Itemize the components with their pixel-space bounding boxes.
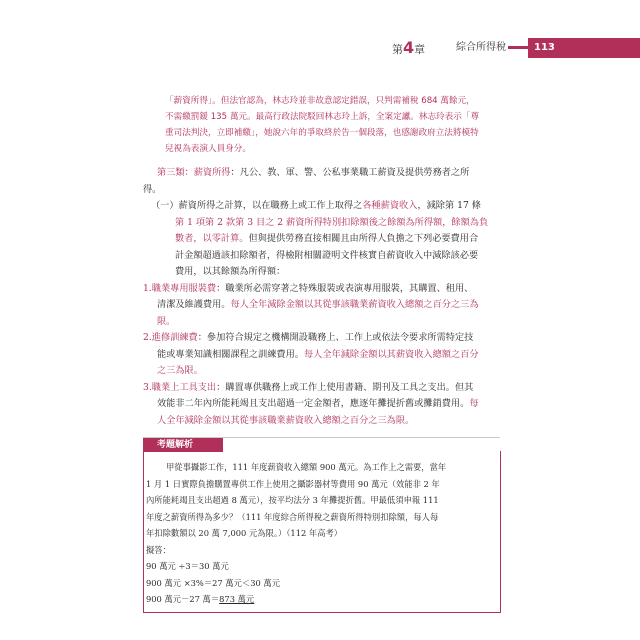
subitem-number: 3. (143, 381, 152, 393)
item1-highlight: 數者，以零計算。 (175, 233, 249, 244)
quote-line: 兒視為表演人員身分。 (165, 144, 251, 154)
quote-line: 重司法判決，立即補繳」，她說六年的爭取終於告一個段落，也感謝政府立法將模特 (165, 128, 479, 138)
item1-line: 第 1 項第 2 款第 3 目之 2 薪資所得特別扣除額後之餘額為所得額，餘額為負 (175, 216, 489, 228)
item1-line: 計金額超過該扣除額者，得檢附相關證明文件核實自薪資收入中減除該必要 (175, 249, 479, 261)
question-line: 1 月 1 日實際負擔購置專供工作上使用之攝影器材等費用 90 萬元（效能非 2 年 (146, 478, 440, 489)
subitem-text: ：參加符合規定之機構開設職務上、工作上或依法令要求所需特定技 (197, 332, 474, 343)
question-line: 年度之薪資所得為多少？（111 年度綜合所得稅之薪資所得特別扣除額，每人每 (146, 511, 439, 522)
main-text (143, 165, 503, 429)
subitem-1 (143, 281, 503, 298)
page-number: 113 (528, 38, 640, 58)
subitem-title: 進修訓練費 (151, 332, 198, 343)
subitem-3 (143, 380, 503, 397)
quote-line: 不需繳罰鍰 135 萬元。最高行政法院駁回林志玲上訴，全案定讞。林志玲表示「尊 (165, 112, 480, 122)
calculation-line (146, 591, 496, 608)
subitem-title: 職業專用服裝費 (151, 282, 217, 294)
subitem-3-line (143, 396, 503, 413)
calculation-line: 90 萬元 ÷3＝30 萬元 (146, 561, 229, 571)
item1-line (143, 198, 503, 215)
exam-header (143, 437, 500, 452)
chapter-prefix: 第 (392, 43, 403, 56)
calculation-line: 900 萬元 ×3%＝27 萬元＜30 萬元 (146, 577, 280, 588)
calculation-result: 873 萬元 (219, 594, 255, 604)
subitem-text: ：購置專供職務上或工作上使用書籍、期刊及工具之支出。但其 (216, 381, 474, 393)
chapter-title: 綜合所得稅 (456, 42, 506, 53)
subitem-2-line (143, 347, 503, 364)
category-text-cont: 得。 (143, 183, 162, 195)
subitem-2 (143, 330, 503, 347)
item1-text: （一）薪資所得之計算，以在職務上或工作上取得之 (151, 200, 363, 211)
category-paragraph (143, 165, 503, 182)
category-text: ：凡公、教、軍、警、公私事業職工薪資及提供勞務者之所 (230, 167, 470, 178)
subitem-title: 職業上工具支出 (151, 381, 217, 393)
question-line: 內所能耗竭且支出超過 8 萬元），按平均法分 3 年攤提折舊。甲最低須申報 111 (146, 495, 439, 505)
subitem-text: ：職業所必需穿著之特殊服裝或表演專用服裝，其購置、租用、 (216, 282, 474, 294)
subitem-number: 1. (143, 282, 152, 294)
subitem-1-line: 限。 (157, 315, 176, 327)
chapter-label (392, 38, 425, 60)
subitem-highlight: 每人全年減除金額以其薪資收入總額之百分 (304, 348, 479, 360)
calculation-text: 900 萬元－27 萬＝ (146, 594, 220, 604)
item1-text: 但與提供勞務直接相關且由所得人負擔之下列必要費用合 (248, 233, 479, 244)
subitem-highlight: 每人全年減除金額以其從事該職業薪資收入總額之百分之三為 (230, 299, 479, 310)
item1-text: ，減除第 17 條 (417, 200, 481, 211)
chapter-number: 4 (403, 38, 415, 57)
subitem-text: 能或專業知識相關課程之訓練費用。 (157, 348, 304, 360)
subitem-2-line: 之三為限。 (157, 365, 203, 376)
exam-content (146, 459, 496, 608)
news-quote (165, 93, 480, 157)
question-line: 甲從事攝影工作，111 年度薪資收入總額 900 萬元。為工作上之需要，當年 (166, 462, 447, 472)
page-header (392, 38, 640, 58)
subitem-3-line: 人全年減除金額以其從事該職業薪資收入總額之百分之三為限。 (157, 414, 415, 426)
chapter-suffix: 章 (414, 43, 426, 56)
subitem-1-line (143, 297, 503, 314)
item1-line (143, 231, 503, 248)
exam-tab: 考題解析 (143, 438, 223, 452)
subitem-number: 2. (143, 332, 152, 343)
subitem-text: 清潔及維護費用。 (157, 299, 231, 310)
category-label: 第三類：薪資所得 (157, 167, 231, 178)
item1-highlight: 各種薪資收入 (362, 200, 418, 211)
quote-line: 「薪資所得」。但法官認為，林志玲並非故意認定錯誤，只判需補稅 684 萬餘元， (165, 96, 475, 106)
question-line: 年扣除數額以 20 萬 7,000 元為限。）（112 年高考） (146, 528, 343, 538)
answer-label: 擬答： (146, 544, 171, 555)
item1-line: 費用，以其餘額為所得額： (175, 266, 286, 277)
subitem-highlight: 每 (469, 398, 479, 409)
subitem-text: 效能非二年內所能耗竭且支出超過一定金額者，應逐年攤提折舊或攤銷費用。 (157, 398, 470, 409)
header-accent-bar (508, 46, 528, 49)
